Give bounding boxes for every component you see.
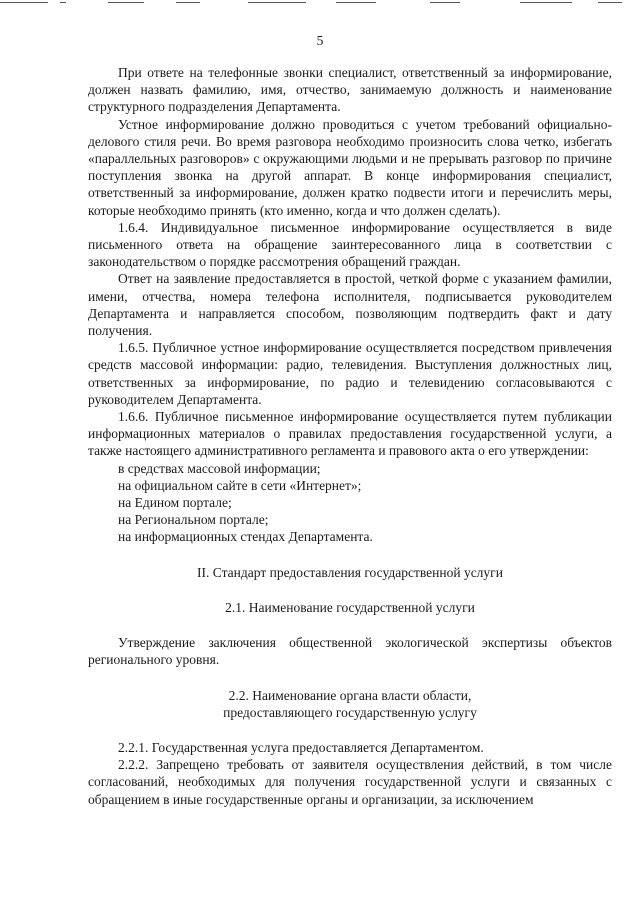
paragraph-2-2-1: 2.2.1. Государственная услуга предоставляется Департаментом. — [118, 739, 484, 755]
subsection-2-2-title-line1: 2.2. Наименование органа власти области, — [228, 687, 472, 703]
list-item: на Региональном портале; — [118, 512, 269, 528]
list-item: на информационных стендах Департамента. — [118, 529, 373, 545]
subsection-2-2-title-line2: предоставляющего государственную услугу — [223, 704, 477, 720]
paragraph-1-6-6: 1.6.6. Публичное письменное информирование осуществляется путем публикации информационных материалов о правилах предоставления государственной услуги, а также настоящего административного регламента и правового акта о его утверждении: — [88, 409, 612, 459]
section-title: II. Стандарт предоставления государственной услуги — [197, 564, 503, 580]
document-body — [88, 64, 612, 808]
paragraph-oral-info: Устное информирование должно проводиться с учетом требований официально-делового стиля речи. Во время разговора необходимо произносить слова четко, избегать «параллельных разговоров» с окружающими людьми и не прерывать разговор по причине поступления звонка на другой аппарат. В конце информирования специалист, ответственный за информирование, должен кратко подвести итоги и перечислить меры, которые необходимо принять (кто именно, когда и что должен сделать). — [88, 116, 612, 218]
list-item: в средствах массовой информации; — [118, 460, 321, 476]
paragraph-phone-answer: При ответе на телефонные звонки специалист, ответственный за информирование, должен назвать фамилию, имя, отчество, занимаемую должность и наименование структурного подразделения Департамента. — [88, 65, 612, 115]
subsection-2-1-title: 2.1. Наименование государственной услуги — [225, 599, 475, 615]
list-item: на Едином портале; — [118, 495, 232, 511]
publication-list — [88, 460, 612, 546]
paragraph-2-2-2: 2.2.2. Запрещено требовать от заявителя осуществления действий, в том числе согласований, необходимых для получения государственной услуги и связанных с обращением в иные государственные органы и организации, за исключением — [88, 757, 612, 807]
paragraph-service-name: Утверждение заключения общественной экологической экспертизы объектов регионального уровня. — [88, 635, 612, 668]
scan-artifact-top — [0, 0, 640, 6]
paragraph-reply: Ответ на заявление предоставляется в простой, четкой форме с указанием фамилии, имени, отчества, номера телефона исполнителя, подписывается руководителем Департамента и направляется способом, позволяющим подтвердить факт и дату получения. — [88, 271, 612, 339]
page-number: 5 — [316, 33, 324, 48]
paragraph-1-6-5: 1.6.5. Публичное устное информирование осуществляется посредством привлечения средств массовой информации: радио, телевидения. Выступления должностных лиц, ответственных за информирование, по радио и телевидению согласовываются с руководителем Департамента. — [88, 340, 612, 407]
list-item: на официальном сайте в сети «Интернет»; — [118, 477, 362, 493]
paragraph-1-6-4: 1.6.4. Индивидуальное письменное информирование осуществляется в виде письменного ответа на обращение заинтересованного лица в соответствии с законодательством о порядке рассмотрения обращений граждан. — [88, 219, 612, 270]
